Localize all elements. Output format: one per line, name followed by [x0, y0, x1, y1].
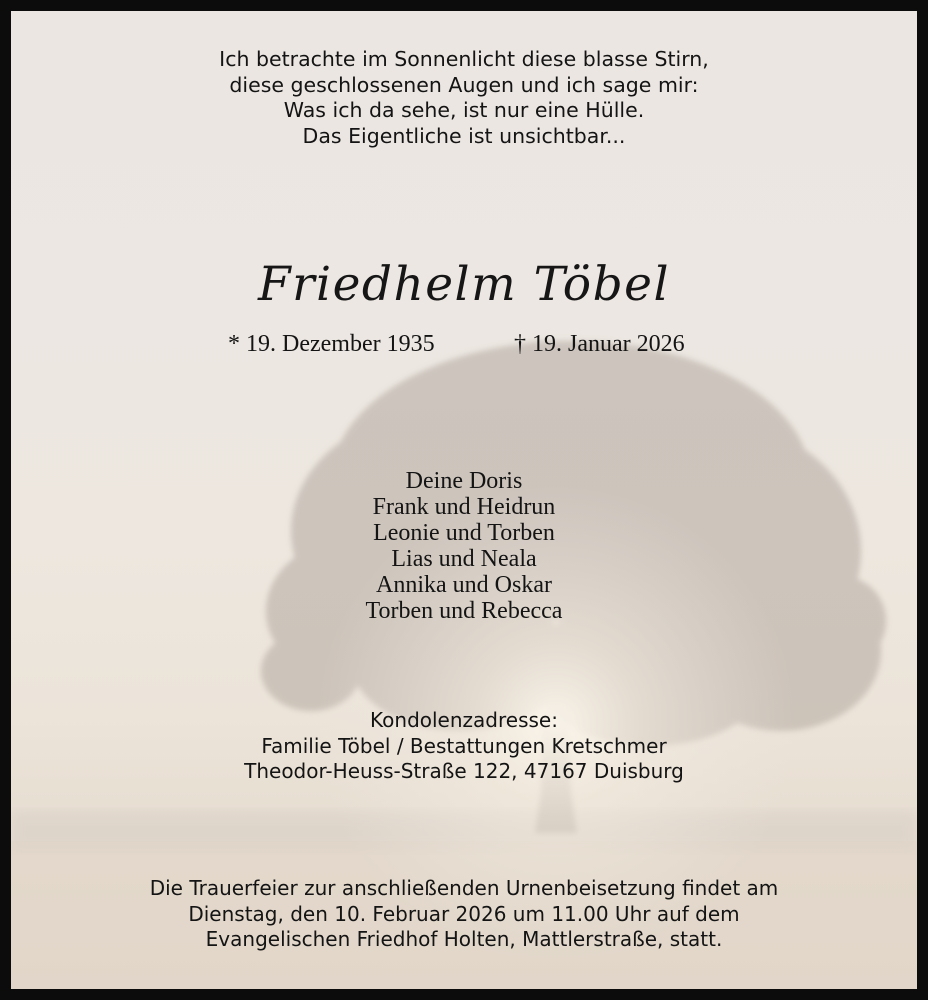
- deceased-name: Friedhelm Töbel: [257, 257, 671, 312]
- poem-line: Ich betrachte im Sonnenlicht diese blasse Stirn,: [219, 47, 709, 71]
- address-heading: Kondolenzadresse:: [370, 708, 558, 732]
- poem: [11, 47, 917, 149]
- mourner: Leonie und Torben: [373, 520, 555, 546]
- mourner: Deine Doris: [405, 468, 523, 494]
- mourners-list: [11, 468, 917, 624]
- condolence-address: [11, 708, 917, 785]
- death-date: † 19. Januar 2026: [514, 331, 685, 357]
- address-line: Familie Töbel / Bestattungen Kretschmer: [261, 733, 667, 758]
- ceremony-line: Evangelischen Friedhof Holten, Mattlerstraße, statt.: [205, 927, 723, 951]
- mourner: Frank und Heidrun: [372, 494, 556, 520]
- ceremony-line: Die Trauerfeier zur anschließenden Urnenbeisetzung findet am: [149, 876, 779, 900]
- poem-line: Was ich da sehe, ist nur eine Hülle.: [283, 98, 645, 122]
- poem-line: diese geschlossenen Augen und ich sage mir:: [229, 72, 699, 97]
- mourner: Torben und Rebecca: [365, 598, 563, 624]
- poem-line: Das Eigentliche ist unsichtbar...: [302, 123, 626, 148]
- mourner: Lias und Neala: [391, 546, 537, 572]
- address-line: Theodor-Heuss-Straße 122, 47167 Duisburg: [244, 759, 684, 783]
- obituary-card: [11, 11, 917, 989]
- mourner: Annika und Oskar: [376, 572, 552, 598]
- birth-date: * 19. Dezember 1935: [228, 331, 435, 357]
- ceremony-notice: [11, 876, 917, 953]
- ceremony-line: Dienstag, den 10. Februar 2026 um 11.00 Uhr auf dem: [188, 901, 740, 926]
